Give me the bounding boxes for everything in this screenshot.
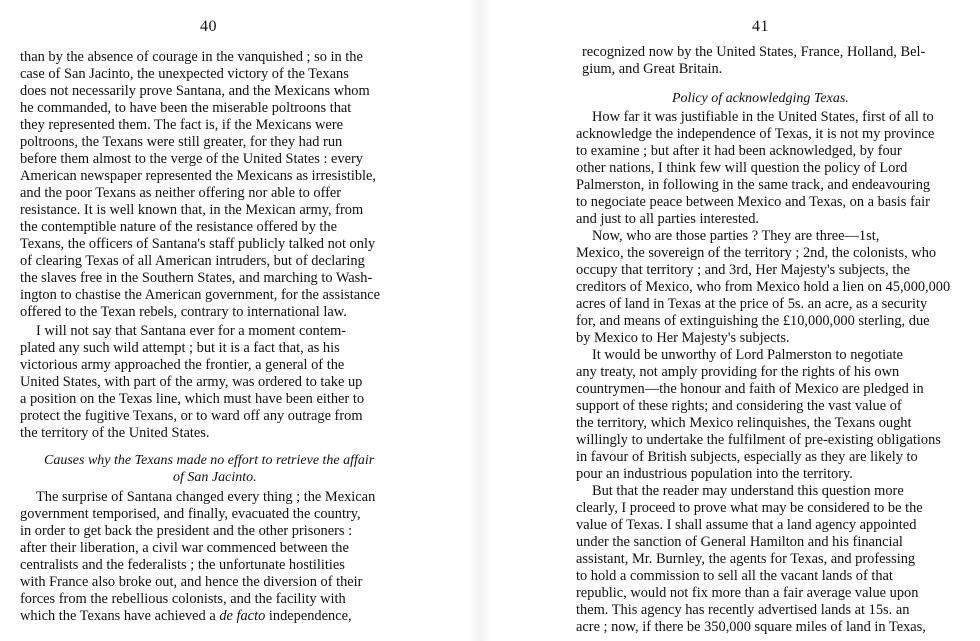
section-heading: Causes why the Texans made no effort to retrieve the affair: [44, 453, 375, 468]
text-line: for, and means of extinguishing the £10,000,000 sterling, due: [576, 313, 930, 329]
italic-phrase: de facto: [219, 608, 266, 624]
text-line: and just to all parties interested.: [576, 211, 760, 227]
text-line: creditors of Mexico, who from Mexico hold a lien on 45,000,000: [576, 279, 951, 295]
text-line: acres of land in Texas at the price of 5s. an acre, as a security: [576, 296, 928, 312]
text-line: the territory of the United States.: [20, 425, 210, 441]
text-line: than by the absence of courage in the vanquished ; so in the: [20, 49, 363, 65]
text-line: countrymen—the honour and faith of Mexico are pledged in: [576, 381, 924, 397]
left-page: [0, 0, 470, 641]
text-line: the slaves free in the Southern States, and marching to Wash-: [20, 270, 373, 286]
text-line: before them almost to the verge of the United States : every: [20, 151, 364, 167]
text-line: government temporised, and finally, evacuated the country,: [20, 506, 361, 522]
text-line: other nations, I think few will question the policy of Lord: [576, 160, 908, 176]
right-page: [490, 0, 980, 641]
text-line: offered to the Texan rebels, contrary to international law.: [20, 304, 347, 320]
text-line: I will not say that Santana ever for a moment contem-: [36, 323, 347, 339]
text-line: forces from the rebellious colonists, and the facility with: [20, 591, 346, 607]
text-line: Mexico, the sovereign of the territory ; 2nd, the colonists, who: [576, 245, 937, 261]
text-line: value of Texas. I shall assume that a land agency appointed: [576, 517, 917, 533]
text-line: pour an industrious population into the territory.: [576, 466, 853, 482]
page-number-right: 41: [752, 18, 769, 35]
text-line: of clearing Texas of all American intruders, but of declaring: [20, 253, 365, 269]
text-line: they represented them. The fact is, if the Mexicans were: [20, 117, 343, 133]
text-line: protect the fugitive Texans, or to ward off any outrage from: [20, 408, 363, 424]
text-line: Texans, the officers of Santana's staff publicly talked not only: [20, 236, 376, 252]
text-line: gium, and Great Britain.: [582, 61, 723, 77]
text-line: [20, 608, 352, 625]
text-line: and the poor Texans as neither offering nor able to offer: [20, 185, 342, 201]
text-line: acknowledge the independence of Texas, it is not my province: [576, 126, 935, 142]
text-line: But that the reader may understand this question more: [592, 483, 904, 499]
text-line: victorious army approached the frontier, a general of the: [20, 357, 345, 373]
text-line: American newspaper represented the Mexicans as irresistible,: [20, 168, 377, 184]
text-line: The surprise of Santana changed every thing ; the Mexican: [36, 489, 376, 505]
text-run: independence,: [265, 608, 352, 624]
text-line: resistance. It is well known that, in the Mexican army, from: [20, 202, 364, 218]
section-heading: Policy of acknowledging Texas.: [672, 91, 849, 106]
text-line: centralists and the federalists ; the unfortunate hostilities: [20, 557, 345, 573]
text-line: does not necessarily prove Santana, and the Mexicans whom: [20, 83, 370, 99]
text-line: he commanded, to have been the miserable poltroons that: [20, 100, 352, 116]
text-line: any treaty, not amply providing for the rights of his own: [576, 364, 900, 380]
text-line: in favour of British subjects, especially as they are likely to: [576, 449, 918, 465]
text-line: by Mexico to Her Majesty's subjects.: [576, 330, 790, 346]
text-line: a position on the Texas line, which must have been either to: [20, 391, 365, 407]
text-line: to examine ; but after it had been acknowledged, by four: [576, 143, 902, 159]
text-line: ington to chastise the American government, for the assistance: [20, 287, 381, 303]
section-heading: of San Jacinto.: [173, 470, 257, 485]
text-line: It would be unworthy of Lord Palmerston to negotiate: [592, 347, 903, 363]
text-line: support of these rights; and considering the vast value of: [576, 398, 902, 414]
text-line: recognized now by the United States, France, Holland, Bel-: [582, 44, 926, 60]
text-line: the territory, which Mexico relinquishes, the Texans ought: [576, 415, 912, 431]
text-line: republic, would not fix more than a fair average value upon: [576, 585, 919, 601]
text-line: willingly to undertake the fulfilment of pre-existing obligations: [576, 432, 941, 448]
text-line: to hold a commission to sell all the vacant lands of that: [576, 568, 893, 584]
text-line: in order to get back the president and the other prisoners :: [20, 523, 353, 539]
text-line: acre ; now, if there be 350,000 square miles of land in Texas,: [576, 619, 926, 635]
text-line: Palmerston, in following in the same track, and endeavouring: [576, 177, 931, 193]
text-line: them. This agency has recently advertised lands at 15s. an: [576, 602, 910, 618]
text-line: plated any such wild attempt ; but it is a fact that, as his: [20, 340, 340, 356]
text-line: clearly, I proceed to prove what may be considered to be the: [576, 500, 923, 516]
text-line: assistant, Mr. Burnley, the agents for Texas, and professing: [576, 551, 916, 567]
page-number-left: 40: [200, 18, 217, 35]
text-line: poltroons, the Texans were still greater, for they had run: [20, 134, 343, 150]
text-line: to negociate peace between Mexico and Texas, on a basis fair: [576, 194, 930, 210]
text-line: after their liberation, a civil war commenced between the: [20, 540, 349, 556]
book-gutter: [470, 0, 490, 641]
text-line: Now, who are those parties ? They are three—1st,: [592, 228, 880, 244]
text-line: case of San Jacinto, the unexpected victory of the Texans: [20, 66, 349, 82]
text-line: occupy that territory ; and 3rd, Her Majesty's subjects, the: [576, 262, 910, 278]
text-line: How far it was justifiable in the United States, first of all to: [592, 109, 934, 125]
text-line: the contemptible nature of the resistance offered by the: [20, 219, 338, 235]
text-line: with France also broke out, and hence the diversion of their: [20, 574, 363, 590]
text-run: which the Texans have achieved a: [20, 608, 220, 624]
text-line: under the sanction of General Hamilton and his financial: [576, 534, 903, 550]
text-line: United States, with part of the army, was ordered to take up: [20, 374, 363, 390]
